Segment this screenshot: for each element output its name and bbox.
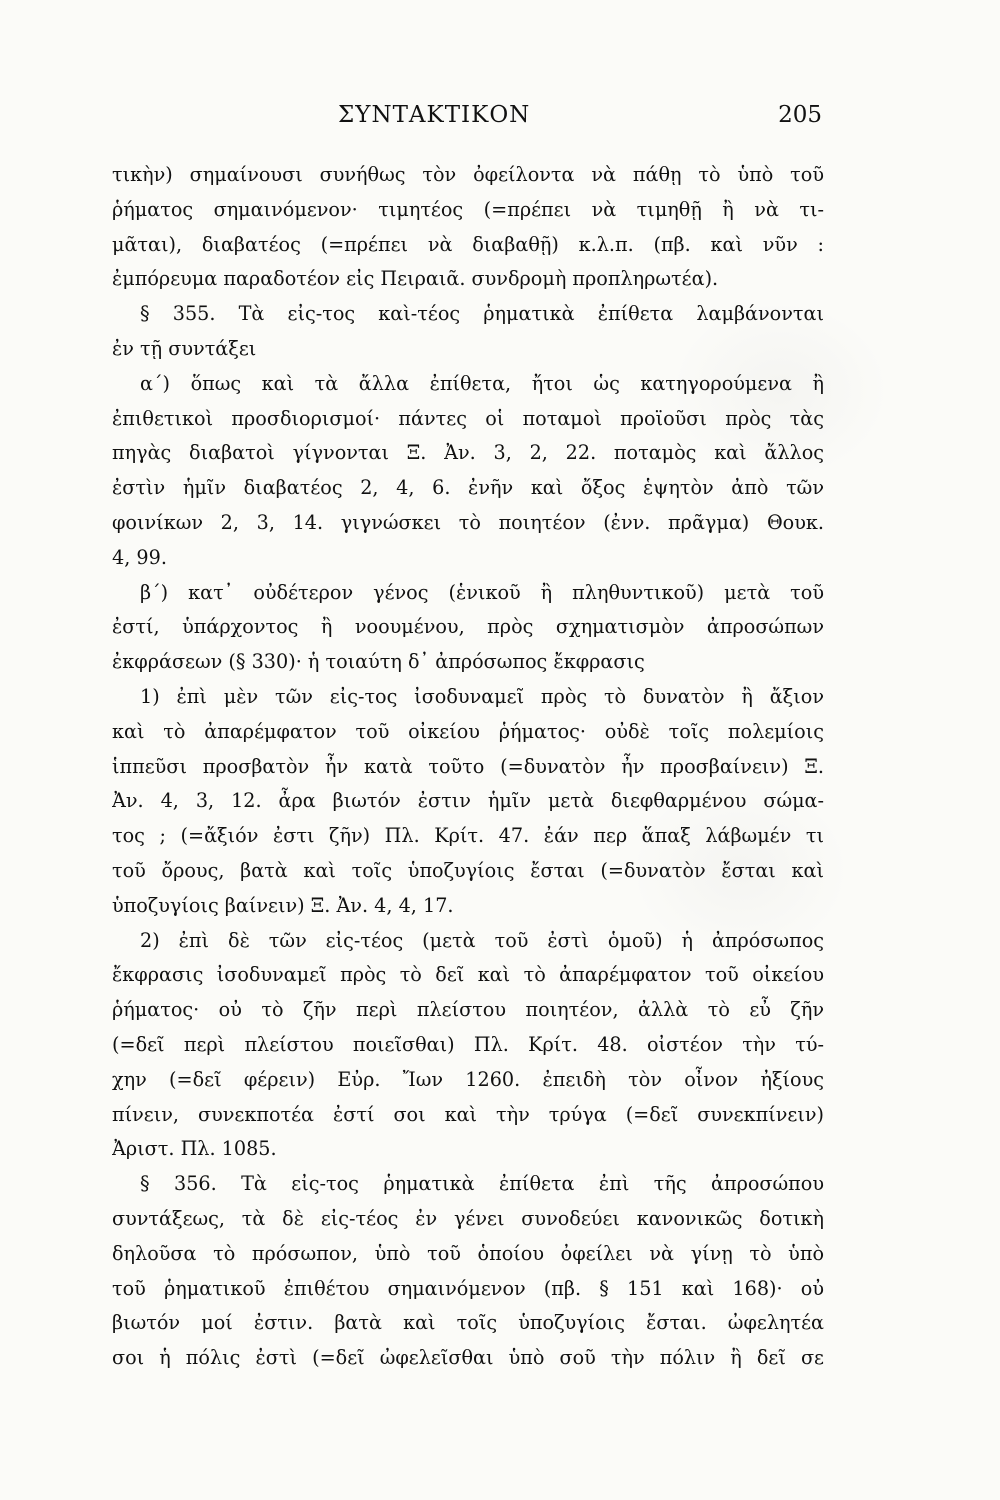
text-line: ἐν τῇ συντάξει bbox=[112, 336, 257, 360]
text-line: α΄) ὅπως καὶ τὰ ἄλλα ἐπίθετα, ἤτοι ὡς κατηγορούμενα ἢ bbox=[140, 371, 824, 395]
text-line: ἱππεῦσι προσβατὸν ἦν κατὰ τοῦτο (=δυνατὸν ἦν προσβαίνειν) Ξ. bbox=[112, 754, 824, 778]
text-line: ῥήματος σημαινόμενον· τιμητέος (=πρέπει νὰ τιμηθῇ ἢ νὰ τι- bbox=[112, 197, 824, 221]
text-line: ἐστὶν ἡμῖν διαβατέος 2, 4, 6. ἐνῆν καὶ ὄξος ἑψητὸν ἀπὸ τῶν bbox=[112, 476, 824, 500]
text-line: ἐπιθετικοὶ προσδιορισμοί· πάντες οἱ ποταμοὶ προϊοῦσι πρὸς τὰς bbox=[112, 406, 824, 430]
text-line: 2) ἐπὶ δὲ τῶν εἰς-τέος (μετὰ τοῦ ἐστὶ ὁμοῦ) ἡ ἀπρόσωπος bbox=[140, 928, 824, 952]
text-line: 1) ἐπὶ μὲν τῶν εἰς-τος ἰσοδυναμεῖ πρὸς τὸ δυνατὸν ἢ ἄξιον bbox=[140, 684, 824, 708]
body-text bbox=[112, 158, 824, 1376]
text-line: τοῦ ὄρους, βατὰ καὶ τοῖς ὑποζυγίοις ἔσται (=δυνατὸν ἔσται καὶ bbox=[112, 858, 824, 882]
text-line: δηλοῦσα τὸ πρόσωπον, ὑπὸ τοῦ ὁποίου ὀφείλει νὰ γίνῃ τὸ ὑπὸ bbox=[112, 1241, 824, 1265]
page-number: 205 bbox=[778, 102, 822, 128]
text-line: συντάξεως, τὰ δὲ εἰς-τέος ἐν γένει συνοδεύει κανονικῶς δοτικὴ bbox=[112, 1206, 824, 1230]
text-line: ἔκφρασις ἰσοδυναμεῖ πρὸς τὸ δεῖ καὶ τὸ ἀπαρέμφατον τοῦ οἰκείου bbox=[112, 963, 824, 987]
text-line: ὑποζυγίοις βαίνειν) Ξ. Ἀν. 4, 4, 17. bbox=[112, 893, 454, 917]
text-line: Ἀριστ. Πλ. 1085. bbox=[112, 1137, 277, 1161]
text-line: πίνειν, συνεκποτέα ἐστί σοι καὶ τὴν τρύγα (=δεῖ συνεκπίνειν) bbox=[112, 1102, 824, 1126]
text-line: ῥήματος· οὐ τὸ ζῆν περὶ πλείστου ποιητέον, ἀλλὰ τὸ εὖ ζῆν bbox=[112, 998, 824, 1022]
text-line: Ἀν. 4, 3, 12. ἆρα βιωτόν ἐστιν ἡμῖν μετὰ διεφθαρμένου σώμα- bbox=[112, 789, 824, 813]
text-line: § 356. Τὰ εἰς-τος ῥηματικὰ ἐπίθετα ἐπὶ τῆς ἀπροσώπου bbox=[140, 1172, 824, 1196]
text-line: φοινίκων 2, 3, 14. γιγνώσκει τὸ ποιητέον (ἐνν. πρᾶγμα) Θουκ. bbox=[112, 510, 824, 534]
text-line: (=δεῖ περὶ πλείστου ποιεῖσθαι) Πλ. Κρίτ. 48. οἰστέον τὴν τύ- bbox=[112, 1032, 824, 1056]
text-line: 4, 99. bbox=[112, 545, 167, 569]
text-line: τος ; (=ἄξιόν ἐστι ζῆν) Πλ. Κρίτ. 47. ἐάν περ ἅπαξ λάβωμέν τι bbox=[112, 824, 824, 848]
text-line: σοι ἡ πόλις ἐστὶ (=δεῖ ὠφελεῖσθαι ὑπὸ σοῦ τὴν πόλιν ἢ δεῖ σε bbox=[112, 1346, 824, 1370]
text-line: ἐστί, ὑπάρχοντος ἢ νοουμένου, πρὸς σχηματισμὸν ἀπροσώπων bbox=[112, 615, 824, 639]
running-head bbox=[112, 102, 822, 136]
text-line: πηγὰς διαβατοὶ γίγνονται Ξ. Ἀν. 3, 2, 22. ποταμὸς καὶ ἄλλος bbox=[112, 441, 824, 465]
text-line: τοῦ ῥηματικοῦ ἐπιθέτου σημαινόμενον (πβ. § 151 καὶ 168)· οὐ bbox=[112, 1276, 824, 1300]
text-line: μᾶται), διαβατέος (=πρέπει νὰ διαβαθῇ) κ.λ.π. (πβ. καὶ νῦν : bbox=[112, 232, 824, 256]
text-line: καὶ τὸ ἀπαρέμφατον τοῦ οἰκείου ῥήματος· οὐδὲ τοῖς πολεμίοις bbox=[112, 719, 824, 743]
text-line: χην (=δεῖ φέρειν) Εὐρ. Ἴων 1260. ἐπειδὴ τὸν οἶνον ἠξίους bbox=[112, 1067, 824, 1091]
text-line: τικὴν) σημαίνουσι συνήθως τὸν ὀφείλοντα νὰ πάθῃ τὸ ὑπὸ τοῦ bbox=[112, 163, 824, 186]
text-line: ἐκφράσεων (§ 330)· ἡ τοιαύτη δ᾿ ἀπρόσωπος ἔκφρασις bbox=[112, 650, 645, 674]
text-line: ἐμπόρευμα παραδοτέον εἰς Πειραιᾶ. συνδρομὴ προπληρωτέα). bbox=[112, 267, 719, 291]
text-line: βιωτόν μοί ἐστιν. βατὰ καὶ τοῖς ὑποζυγίοις ἔσται. ὠφελητέα bbox=[112, 1311, 824, 1335]
text-line: § 355. Τὰ εἰς-τος καὶ-τέος ῥηματικὰ ἐπίθετα λαμβάνονται bbox=[140, 302, 824, 326]
running-head-title: ΣΥΝΤΑΚΤΙΚΟΝ bbox=[338, 102, 531, 128]
text-line: β΄) κατ᾿ οὐδέτερον γένος (ἑνικοῦ ἢ πληθυντικοῦ) μετὰ τοῦ bbox=[140, 580, 824, 604]
